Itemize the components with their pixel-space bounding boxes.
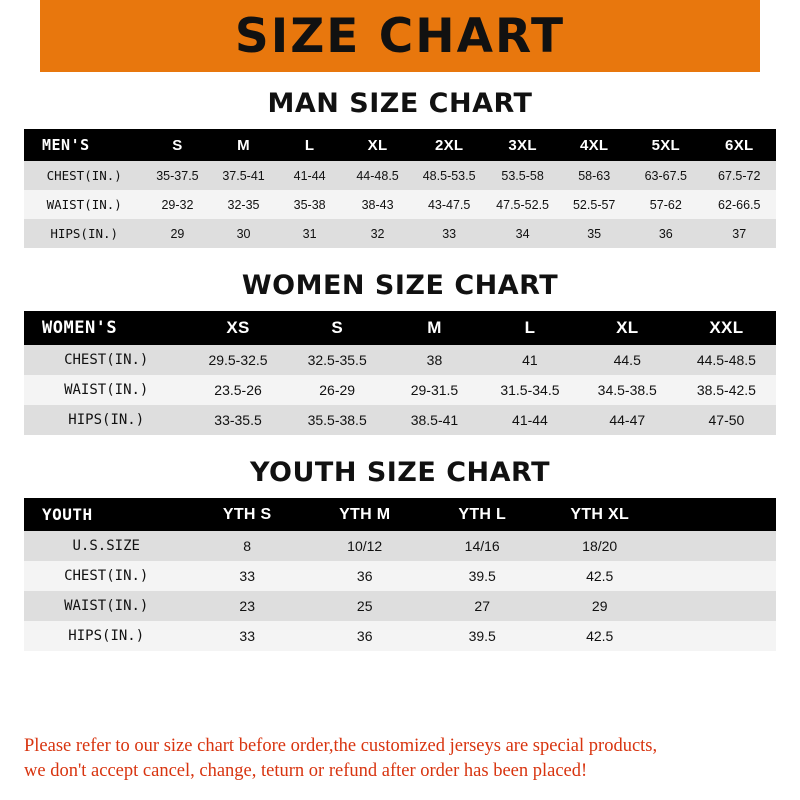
youth-row2-c3: 27 xyxy=(474,598,490,614)
men-row0-c6: 53.5-58 xyxy=(501,168,544,183)
women-row0-c5: 44.5 xyxy=(613,352,641,368)
table-row xyxy=(24,190,776,219)
women-header-label: WOMEN'S xyxy=(42,318,118,338)
banner-right-notch xyxy=(760,0,800,72)
youth-row3-c3: 39.5 xyxy=(468,628,496,644)
youth-row3-c5 xyxy=(658,621,776,651)
men-row0-c3: 41-44 xyxy=(293,168,326,183)
men-row1-c8: 57-62 xyxy=(649,197,682,212)
note-line-1: Please refer to our size chart before order,the customized jerseys are special products, xyxy=(24,736,658,757)
banner xyxy=(0,0,800,72)
men-header-4xl: 4XL xyxy=(579,136,609,154)
men-row1-c6: 47.5-52.5 xyxy=(496,197,549,212)
women-header-s: S xyxy=(331,318,343,337)
youth-row0-c1: 8 xyxy=(243,538,252,554)
men-row1-label: WAIST(IN.) xyxy=(46,197,122,212)
youth-row3-c4: 42.5 xyxy=(586,628,614,644)
women-row1-c6: 38.5-42.5 xyxy=(696,382,756,398)
men-header-label: MEN'S xyxy=(42,136,90,154)
men-header-2xl: 2XL xyxy=(434,136,464,154)
men-row0-c4: 44-48.5 xyxy=(356,168,399,183)
women-row0-c4: 41 xyxy=(522,352,538,368)
men-row2-label: HIPS(IN.) xyxy=(50,226,119,241)
women-row1-c5: 34.5-38.5 xyxy=(597,382,657,398)
youth-row1-label: CHEST(IN.) xyxy=(64,568,149,584)
youth-row3-c2: 36 xyxy=(356,628,373,644)
youth-table-body xyxy=(24,531,776,651)
table-row xyxy=(24,561,776,591)
table-header-row xyxy=(24,311,776,345)
men-row1-c7: 52.5-57 xyxy=(572,197,616,212)
women-row2-c4: 41-44 xyxy=(512,412,548,428)
women-row1-c2: 26-29 xyxy=(319,382,356,398)
men-header-6xl: 6XL xyxy=(725,136,754,154)
youth-row3-c1: 33 xyxy=(239,628,255,644)
youth-header-label: YOUTH xyxy=(42,505,93,524)
table-row xyxy=(24,345,776,375)
youth-row2-label: WAIST(IN.) xyxy=(64,598,149,614)
youth-row2-c4: 29 xyxy=(591,598,608,614)
men-size-table xyxy=(24,129,776,248)
men-header-m: M xyxy=(237,136,250,154)
banner-left-notch xyxy=(0,0,40,72)
women-row1-c4: 31.5-34.5 xyxy=(500,382,560,398)
content xyxy=(0,72,800,720)
table-row xyxy=(24,375,776,405)
youth-header-empty xyxy=(658,498,776,531)
men-header-l: L xyxy=(304,136,315,154)
table-header-row xyxy=(24,498,776,531)
men-section-title: MAN SIZE CHART xyxy=(267,88,533,119)
table-row xyxy=(24,219,776,248)
page-title: SIZE CHART xyxy=(234,8,566,64)
men-row2-c6: 34 xyxy=(515,226,530,241)
youth-table-header xyxy=(24,498,776,531)
youth-row0-c4: 18/20 xyxy=(582,538,618,554)
youth-header-l: YTH L xyxy=(458,505,507,523)
men-row2-c5: 33 xyxy=(442,226,457,241)
women-header-xxl: XXL xyxy=(709,318,744,337)
women-row0-c2: 32.5-35.5 xyxy=(307,352,367,368)
women-row2-c6: 47-50 xyxy=(708,412,745,428)
men-row1-c4: 38-43 xyxy=(361,197,394,212)
table-row xyxy=(24,531,776,561)
men-header-3xl: 3XL xyxy=(508,136,537,154)
men-row1-c5: 43-47.5 xyxy=(427,197,471,212)
youth-header-xl: YTH XL xyxy=(570,505,630,523)
youth-row1-c1: 33 xyxy=(239,568,255,584)
men-header-s: S xyxy=(172,136,183,154)
youth-row0-c3: 14/16 xyxy=(464,538,500,554)
youth-row0-c5 xyxy=(658,531,776,561)
men-row2-c7: 35 xyxy=(587,226,602,241)
table-row xyxy=(24,621,776,651)
order-policy-note xyxy=(0,720,800,800)
men-row0-c2: 37.5-41 xyxy=(222,168,265,183)
youth-row3-label: HIPS(IN.) xyxy=(68,628,145,644)
table-row xyxy=(24,161,776,190)
men-row1-c2: 32-35 xyxy=(227,197,260,212)
women-row2-c5: 44-47 xyxy=(609,412,646,428)
women-row0-c6: 44.5-48.5 xyxy=(696,352,756,368)
youth-size-table xyxy=(24,498,776,651)
youth-row0-label: U.S.SIZE xyxy=(72,538,140,554)
men-row2-c4: 32 xyxy=(370,226,385,241)
women-row2-c3: 38.5-41 xyxy=(410,412,459,428)
youth-section-title: YOUTH SIZE CHART xyxy=(249,457,551,488)
women-row2-label: HIPS(IN.) xyxy=(68,412,145,428)
youth-header-m: YTH M xyxy=(339,505,391,523)
women-row0-label: CHEST(IN.) xyxy=(64,352,149,368)
youth-row1-c5 xyxy=(658,561,776,591)
youth-row1-c3: 39.5 xyxy=(468,568,496,584)
women-row2-c2: 35.5-38.5 xyxy=(307,412,367,428)
women-header-l: L xyxy=(524,318,536,337)
men-row1-c9: 62-66.5 xyxy=(718,197,761,212)
women-table-body xyxy=(24,345,776,435)
women-header-m: M xyxy=(427,318,442,337)
youth-header-s: YTH S xyxy=(222,505,272,523)
men-row0-c5: 48.5-53.5 xyxy=(422,168,476,183)
women-row0-c3: 38 xyxy=(426,352,443,368)
youth-row1-c2: 36 xyxy=(356,568,373,584)
women-header-xs: XS xyxy=(226,318,250,337)
youth-row2-c1: 23 xyxy=(239,598,255,614)
men-row0-label: CHEST(IN.) xyxy=(46,168,122,183)
men-row0-c8: 63-67.5 xyxy=(644,168,687,183)
women-row0-c1: 29.5-32.5 xyxy=(208,352,268,368)
men-row0-c9: 67.5-72 xyxy=(718,168,761,183)
women-header-xl: XL xyxy=(616,318,639,337)
women-row1-c1: 23.5-26 xyxy=(214,382,262,398)
youth-row1-c4: 42.5 xyxy=(586,568,614,584)
women-row2-c1: 33-35.5 xyxy=(214,412,262,428)
men-row2-c8: 36 xyxy=(658,226,673,241)
youth-row0-c2: 10/12 xyxy=(347,538,383,554)
youth-row2-c5 xyxy=(658,591,776,621)
men-row2-c9: 37 xyxy=(732,226,747,241)
men-row2-c1: 29 xyxy=(170,226,185,241)
men-row2-c3: 31 xyxy=(302,226,317,241)
men-row0-c1: 35-37.5 xyxy=(156,168,199,183)
men-header-xl: XL xyxy=(367,136,388,154)
women-row1-c3: 29-31.5 xyxy=(410,382,459,398)
table-header-row xyxy=(24,129,776,161)
youth-row2-c2: 25 xyxy=(356,598,373,614)
table-row xyxy=(24,591,776,621)
men-header-5xl: 5XL xyxy=(651,136,680,154)
men-table-body xyxy=(24,161,776,248)
men-row2-c2: 30 xyxy=(236,226,251,241)
table-row xyxy=(24,405,776,435)
women-size-table xyxy=(24,311,776,435)
men-table-header xyxy=(24,129,776,161)
women-table-header xyxy=(24,311,776,345)
men-row0-c7: 58-63 xyxy=(578,168,611,183)
note-line-2: we don't accept cancel, change, teturn or refund after order has been placed! xyxy=(24,761,588,782)
men-row1-c3: 35-38 xyxy=(293,197,326,212)
men-row1-c1: 29-32 xyxy=(161,197,194,212)
women-row1-label: WAIST(IN.) xyxy=(64,382,149,398)
women-section-title: WOMEN SIZE CHART xyxy=(241,270,559,301)
